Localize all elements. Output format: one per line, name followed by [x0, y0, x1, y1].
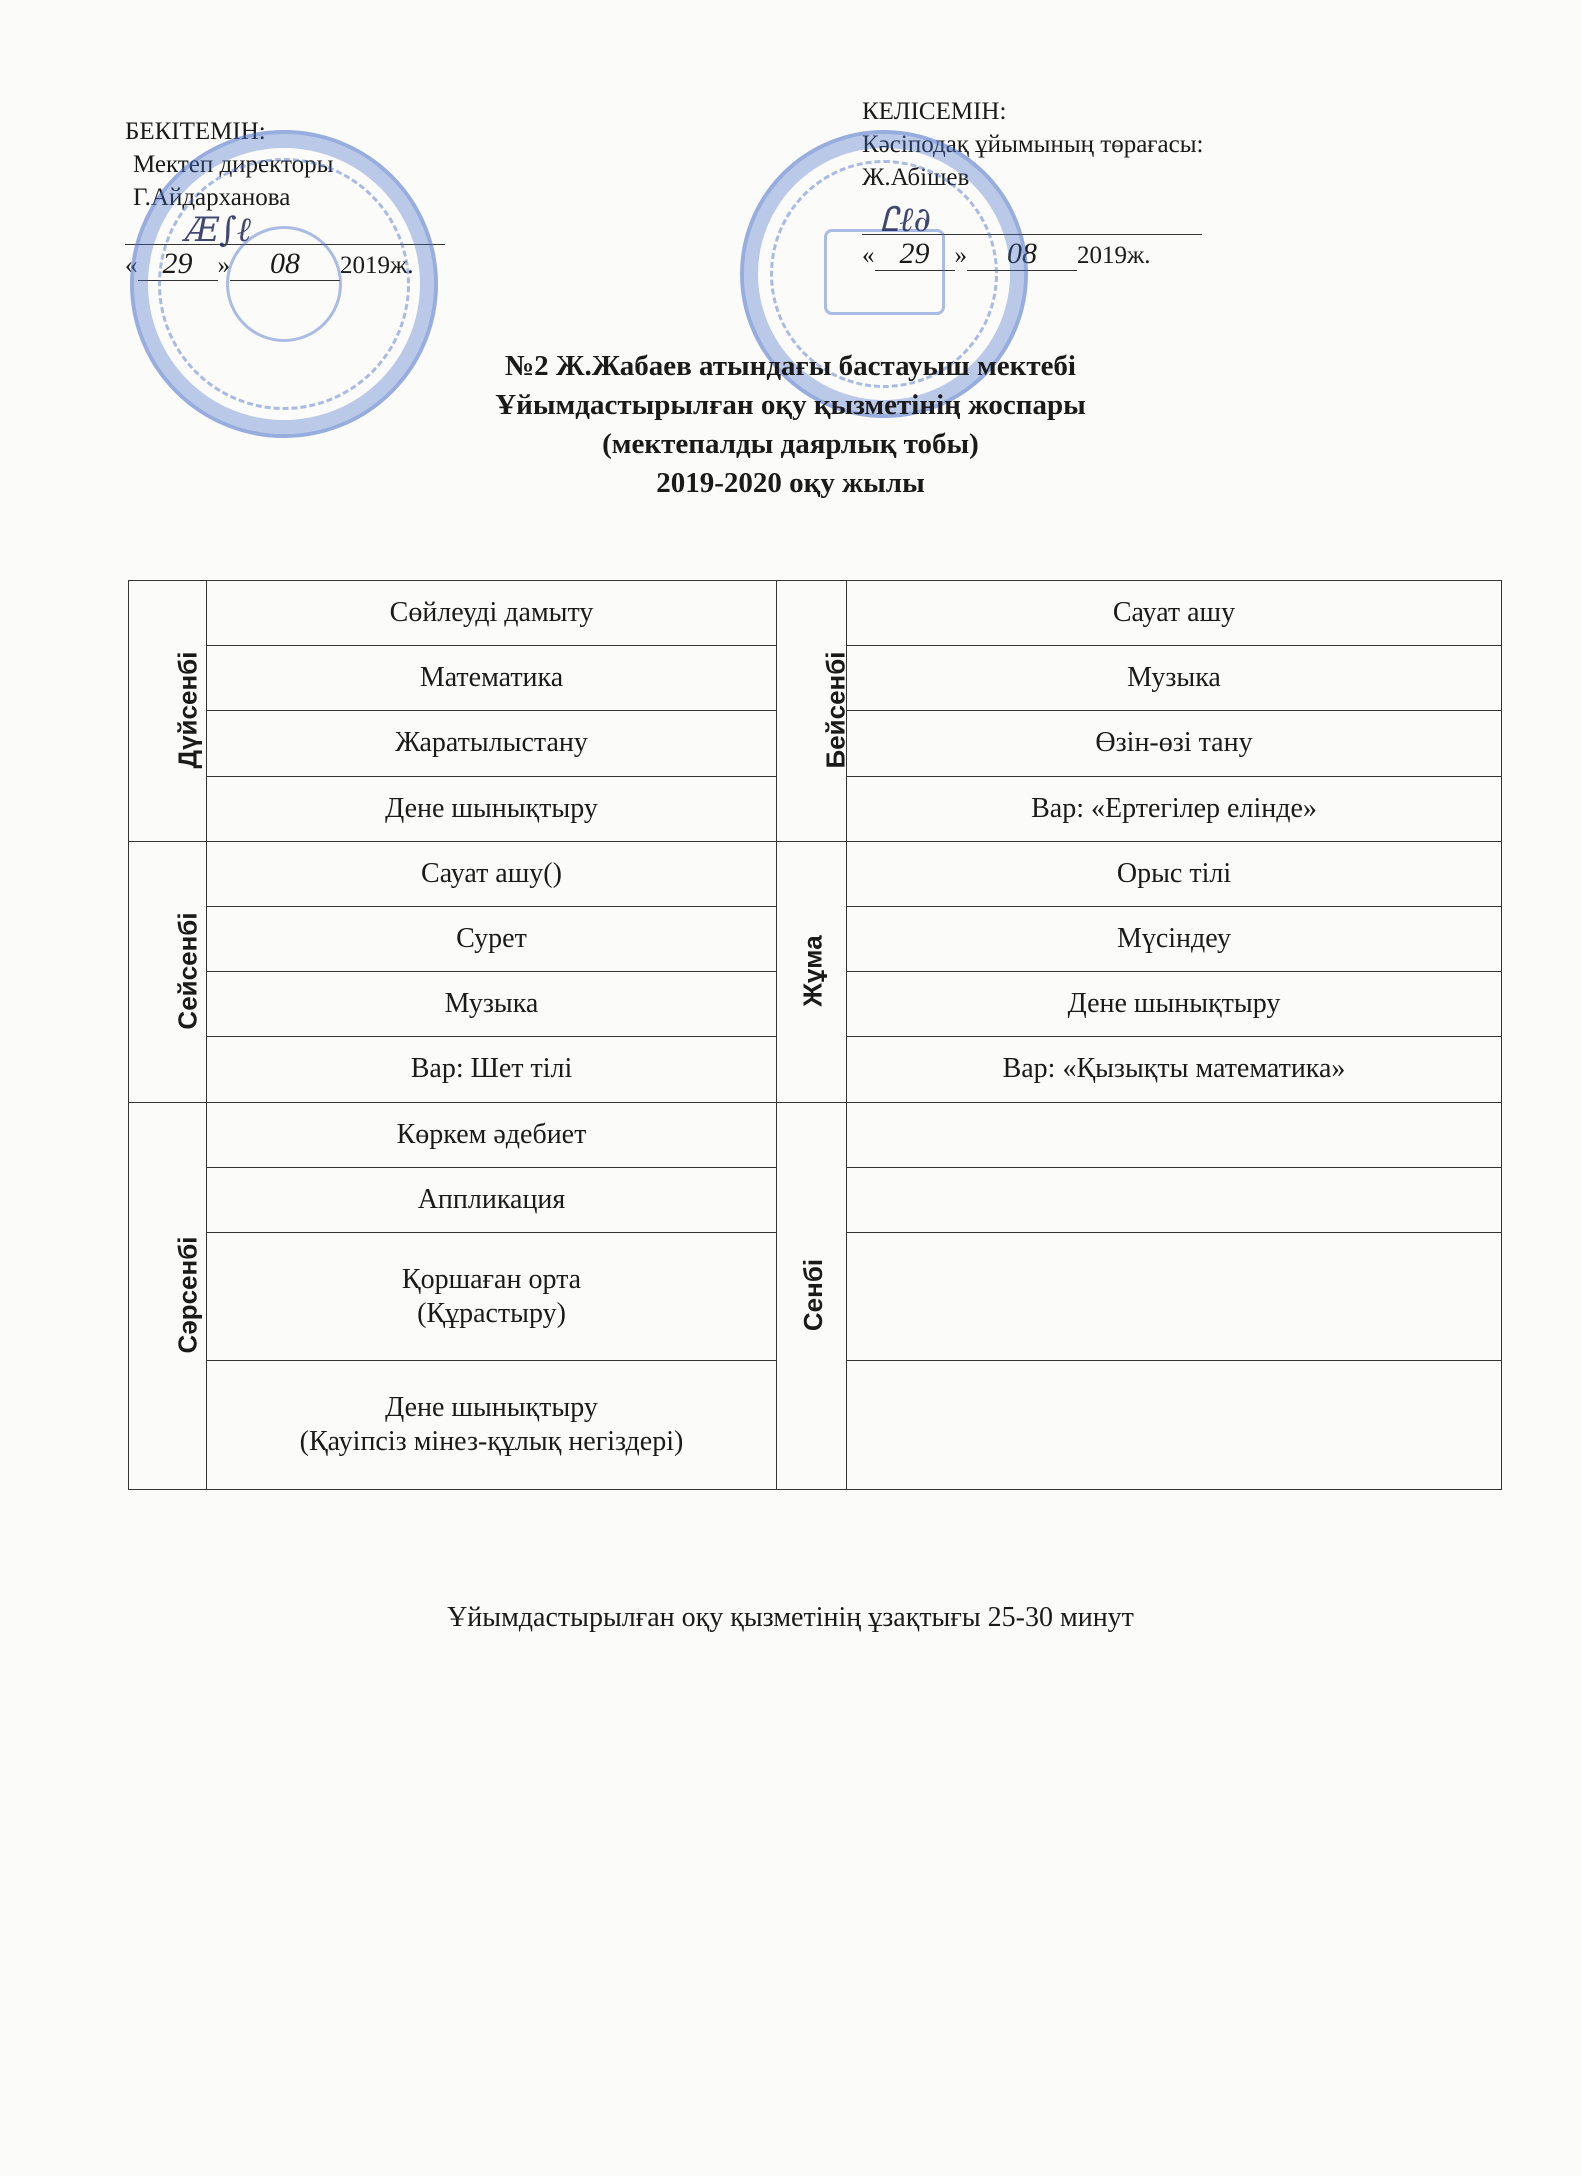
lesson-cell: Вар: «Ертегілер елінде»: [847, 776, 1502, 841]
academic-year: 2019-2020 оқу жылы: [656, 467, 925, 499]
school-name: №2 Ж.Жабаев атындағы бастауыш мектебі: [504, 350, 1076, 382]
lesson-line: Дене шынықтыру: [385, 1392, 598, 1424]
lesson-cell: [847, 1102, 1502, 1167]
lesson-cell: Сауат ашу: [847, 581, 1502, 646]
approval-right-position: Кәсіподақ ұйымының төрағасы:: [862, 131, 1204, 158]
lesson-duration-note: Ұйымдастырылған оқу қызметінің ұзақтығы 25-30 минут: [447, 1602, 1134, 1633]
approval-left-name: Г.Айдарханова: [133, 184, 291, 211]
lesson-cell: [847, 1167, 1502, 1232]
table-row: [129, 841, 1502, 906]
lesson-line: (Қауіпсіз мінез-құлық негіздері): [299, 1426, 684, 1458]
lesson-cell: Аппликация: [207, 1167, 777, 1232]
lesson-cell: [207, 1232, 777, 1361]
day-tuesday: Сейсенбі: [129, 841, 207, 1102]
approval-right-date: « 29 » 08 2019ж.: [862, 234, 1202, 272]
approval-right-date-month: 08: [967, 237, 1077, 271]
approval-left-date-year: 2019ж.: [340, 252, 414, 279]
lesson-cell: Көркем әдебиет: [207, 1102, 777, 1167]
approval-right-name: Ж.Абішев: [862, 164, 970, 191]
lesson-cell: Жаратылыстану: [207, 711, 777, 776]
lesson-cell: Өзін-өзі тану: [847, 711, 1502, 776]
lesson-cell: Мүсіндеу: [847, 906, 1502, 971]
lesson-cell: Дене шынықтыру: [207, 776, 777, 841]
chairman-signature: Ꮭℓ∂: [880, 200, 931, 240]
lesson-cell: Математика: [207, 646, 777, 711]
approval-left-date-day: 29: [138, 247, 218, 281]
approval-left-date-month: 08: [230, 247, 340, 281]
lesson-line: Қоршаған орта: [401, 1263, 582, 1295]
document-title: [0, 347, 1581, 503]
lesson-cell: Орыс тілі: [847, 841, 1502, 906]
lesson-cell: Сурет: [207, 906, 777, 971]
approval-right-date-year: 2019ж.: [1077, 242, 1151, 269]
plan-title: Ұйымдастырылған оқу қызметінің жоспары: [495, 389, 1086, 421]
lesson-cell: Вар: Шет тілі: [207, 1037, 777, 1102]
lesson-cell: Вар: «Қызықты математика»: [847, 1037, 1502, 1102]
day-saturday: Сенбі: [777, 1102, 847, 1490]
lesson-cell: [847, 1361, 1502, 1490]
director-signature: Ӕ∫ℓ: [185, 210, 251, 250]
day-friday: Жұма: [777, 841, 847, 1102]
group-name: (мектепалды даярлық тобы): [602, 428, 979, 460]
day-thursday: Бейсенбі: [777, 581, 847, 842]
approval-right-heading: КЕЛІСЕМІН:: [862, 98, 1007, 125]
day-monday: Дүйсенбі: [129, 581, 207, 842]
approval-left-heading: БЕКІТЕМІН:: [125, 118, 266, 145]
lesson-cell: Музыка: [847, 646, 1502, 711]
table-row: [129, 581, 1502, 646]
lesson-cell: Сауат ашу(): [207, 841, 777, 906]
lesson-line: (Құрастыру): [417, 1297, 566, 1329]
day-wednesday: Сәрсенбі: [129, 1102, 207, 1490]
lesson-cell: Дене шынықтыру: [847, 972, 1502, 1037]
approval-left-date: « 29 » 08 2019ж.: [125, 244, 445, 282]
approval-left-position: Мектеп директоры: [133, 151, 334, 178]
lesson-cell: [207, 1361, 777, 1490]
lesson-cell: Сөйлеуді дамыту: [207, 581, 777, 646]
schedule-table: [128, 580, 1502, 1490]
lesson-cell: [847, 1232, 1502, 1361]
table-row: [129, 1102, 1502, 1167]
union-seal-emblem: [824, 229, 945, 315]
lesson-cell: Музыка: [207, 972, 777, 1037]
approval-right-date-day: 29: [875, 237, 955, 271]
